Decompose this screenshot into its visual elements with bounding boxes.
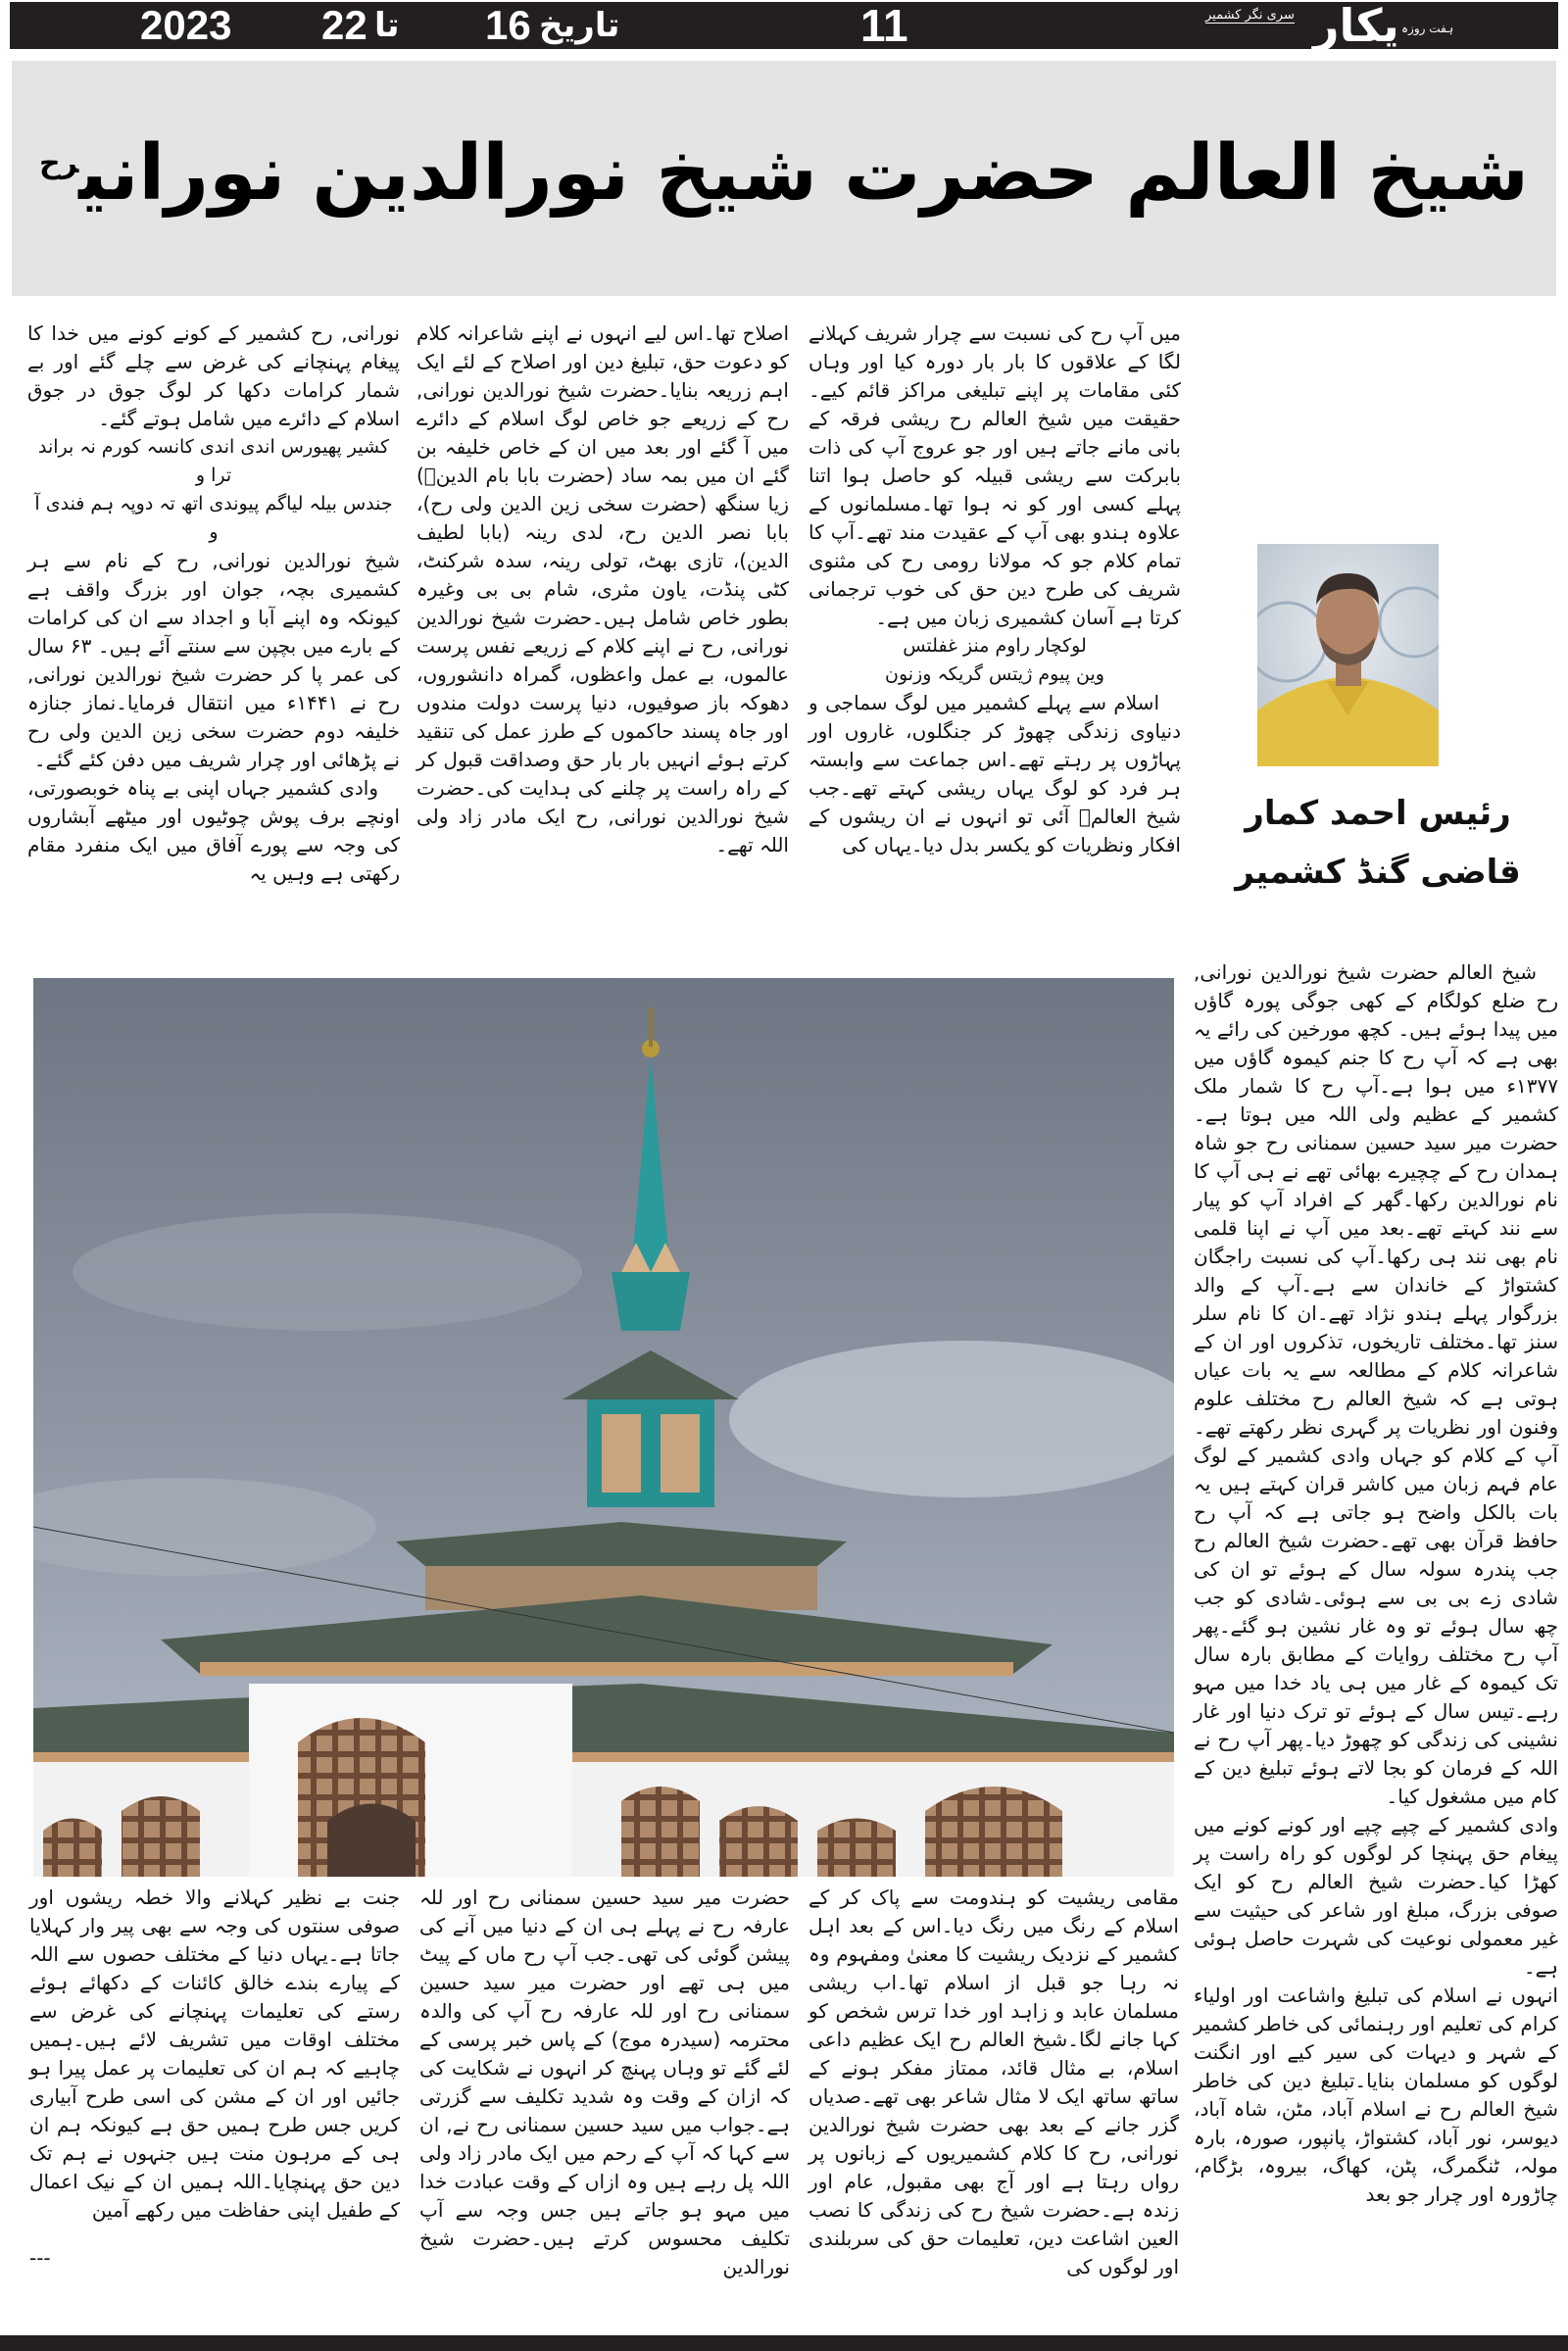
issue-date-from: 16	[485, 2, 531, 48]
paragraph: وادی کشمیر کے چپے چپے اور کونے کونے میں پیغام حق پہنچا کر لوگوں کو راہ راست پر کھڑا کیا۔حضرت شیخ العالم رح کو ایک صوفی بزرگ، مبلغ اور شاعر کی حیثیت سے غیر معمولی نوعیت کی شہرت حاصل ہوئی ہے۔	[1194, 1813, 1558, 1979]
page-number: 11	[860, 0, 908, 51]
headline-text: شیخ العالم حضرت شیخ نورالدین نورانی	[78, 129, 1529, 218]
poem-line: جندس بیلہ لیاگم پیوندی اتھ تہ دوپہ ہم فندی آ و	[34, 493, 393, 543]
article-column-lower-1	[808, 1884, 1179, 2281]
article-column-upper-3	[27, 319, 400, 888]
paragraph: انہوں نے اسلام کی تبلیغ واشاعت اور اولیاء کرام کی تعلیم اور رہنمائی کی خاطر کشمیر کے شہر و دیہات کی سیر کیے اور انگنت لوگوں کو مسلمان بنایا۔تبلیغ دین کی خاطر شیخ العالم رح نے اسلام آباد، مٹن، شاہ آباد، دیوسر، نور آباد، کشتواڑ، پانپور، صورہ، بارہ مولہ، ٹنگمرگ، پٹن، کھاگ، بیروہ، بڑگام، چاڑورہ اور چرار جو بعد	[1194, 1984, 1558, 2206]
author-location: قاضی گنڈ کشمیر	[1235, 853, 1521, 892]
paragraph: اصلاح تھا۔اس لیے انہوں نے اپنے شاعرانہ کلام کو دعوت حق، تبلیغ دین اور اصلاح کے لئے ایک اہم زریعہ بنایا۔حضرت شیخ نورالدین نورانی, رح کے زریعے جو خاص لوگ اسلام کے دائرے میں آ گئے اور بعد میں ان کے خاص خلیفہ بن گئے ان میں بمہ ساد (حضرت بابا بام الدینؒ) زیا سنگھ (حضرت سخی زین الدین ولی رح)، بابا نصر الدین رح، لدی رینہ (بابا لطیف الدین)، تازی بھٹ، تولی رینہ، سدہ شرکنٹ، کٹی پنڈت، یاون مثری، شام بی بی وغیرہ بطور خاص شامل ہیں۔حضرت شیخ نورالدین نورانی, رح نے اپنے کلام کے زریعے نفس پرست عالموں، بے عمل واعظوں، گمراہ دانشوروں، دھوکہ باز صوفیوں، دنیا پرست دولت مندوں اور جاہ پسند حاکموں کے طرز عمل کی تنقید کرتے ہوئے انہیں بار بار حق وصداقت قبول کر کے راہ راست پر چلنے کی ہدایت کی۔حضرت شیخ نورالدین نورانی, رح ایک مادر زاد ولی اللہ تھے۔	[416, 321, 789, 857]
logo-tagline: ہفت روزہ	[1401, 22, 1454, 35]
author-photo	[1257, 544, 1439, 766]
newspaper-logo	[1196, 0, 1529, 52]
paragraph: شیخ العالم حضرت شیخ نورالدین نورانی, رح ضلع کولگام کے کھی جوگی پورہ گاؤں میں پیدا ہوئے ہیں۔ کچھ مورخین کی رائے یہ بھی ہے کہ آپ رح کا جنم کیموہ گاؤں میں ۱۳۷۷ء میں ہوا ہے۔آپ رح کا شمار ملک کشمیر کے عظیم ولی اللہ میں ہوتا ہے۔حضرت میر سید حسین سمنانی رح جو شاہ ہمدان رح کے چچیرے بھائی تھے نے ہی آپ کا نام نورالدین رکھا۔گھر کے افراد آپ کو پیار سے نند کہتے تھے۔بعد میں آپ نے اپنا قلمی نام بھی نند ہی رکھا۔آپ کی نسبت راجگان کشتواڑ کے خاندان سے ہے۔آپ کے والد بزرگوار پہلے ہندو نژاد تھے۔ان کا نام سلر سنز تھا۔مختلف تاریخوں، تذکروں اور ان کے شاعرانہ کلام کے مطالعہ سے یہ بات عیاں ہوتی ہے کہ شیخ العالم رح مختلف علوم وفنون اور نظریات پر گہری نظر رکھتے تھے۔آپ کے کلام کو جہاں وادی کشمیر کے لوگ عام فہم زبان میں کاشر قران کہتے ہیں یہ بات بالکل واضح ہو جاتی ہے کہ آپ رح حافظ قرآن بھی تھے۔حضرت شیخ العالم رح جب پندرہ سولہ سال کے ہوئے تو ان کی شادی زے بی بی سے ہوئی۔شادی کو جب چھ سال ہوئے تو وہ غار نشین ہو گئے۔پھر آپ رح مختلف روایات کے مطابق بارہ سال تک کیموہ کے غار میں ہی یاد خدا میں مہو رہے۔تیس سال کے ہوئے تو ترک دنیا اور غار نشینی کی زندگی کو چھوڑ دیا۔پھر آپ رح نے اللہ کے فرمان کو بجا لاتے ہوئے تبلیغ دین کے کام میں مشغول کیا۔	[1194, 960, 1558, 1808]
poem-line: کشیر پھیورس اندی اندی کانسہ کورم نہ براند ترا و	[37, 436, 389, 486]
masthead-bar	[10, 0, 1558, 52]
poem-line: وین پیوم ژیتس گریکہ وزنون	[885, 663, 1104, 685]
paragraph: اسلام سے پہلے کشمیر میں لوگ سماجی و دنیاوی زندگی چھوڑ کر جنگلوں، غاروں اور پہاڑوں پر رہتے تھے۔اس جماعت سے وابستہ ہر فرد کو لوگ یہاں ریشی کہتے تھے۔جب شیخ العالمؒ آئی تو انہوں نے ان ریشوں کے افکار ونظریات کو یکسر بدل دیا۔یہاں کی	[808, 691, 1181, 857]
poem-line: لوکچار راوم منز غفلتس	[903, 635, 1087, 657]
issue-date-to: 22	[321, 2, 368, 48]
headline-honorific: رح	[39, 146, 79, 180]
paragraph: نورانی, رح کشمیر کے کونے کونے میں خدا کا پیغام پہنچانے کی غرض سے چلے گئے اور بے شمار کرامات دکھا کر لوگ جوق در جوق اسلام کے دائرے میں شامل ہوتے گئے۔	[27, 321, 400, 430]
footer-bar	[0, 2335, 1568, 2351]
paragraph: مقامی ریشیت کو ہندومت سے پاک کر کے اسلام کے رنگ میں رنگ دیا۔اس کے بعد اہل کشمیر کے نزدیک ریشیت کا معنیٰ ومفہوم وہ نہ رہا جو قبل از اسلام تھا۔اب ریشی مسلمان عابد و زاہد اور خدا ترس شخص کو کہا جانے لگا۔شیخ العالم رح ایک عظیم داعی اسلام، بے مثال قائد، ممتاز مفکر ہونے کے ساتھ ساتھ ایک لا مثال شاعر بھی تھے۔صدیاں گزر جانے کے بعد بھی حضرت شیخ نورالدین نورانی, رح کا کلام کشمیریوں کے زبانوں پر رواں رہتا ہے اور آج بھی مقبول, عام اور زندہ ہے۔حضرت شیخ رح کی زندگی کا نصب العین اشاعت دین، تعلیمات حق کی سربلندی اور لوگوں کی	[808, 1886, 1179, 2278]
headline	[31, 100, 1537, 247]
paragraph: وادی کشمیر جہاں اپنی بے پناہ خوبصورتی، اونچے برف پوش چوٹیوں اور میٹھے آبشاروں کی وجہ سے پورے آفاق میں ایک منفرد مقام رکھتی ہے وہیں یہ	[27, 776, 400, 885]
headline-box	[12, 61, 1556, 296]
shrine-photo	[33, 978, 1174, 1877]
paragraph: شیخ نورالدین نورانی, رح کے نام سے ہر کشمیری بچہ، جوان اور بزرگ واقف ہے کیونکہ وہ اپنے آبا و اجداد سے ان کی کرامات کے بارے میں بچپن سے سنتے آئے ہیں۔ ۶۳ سال کی عمر پا کر حضرت شیخ نورالدین نورانی, رح نے ۱۴۴۱ء میں انتقال فرمایا۔نماز جنازہ خلیفہ دوم حضرت سخی زین الدین ولی رح نے پڑھائی اور چرار شریف میں دفن کئے گئے۔	[27, 549, 400, 771]
issue-date-label: تاریخ	[539, 6, 620, 45]
end-mark: ---	[29, 2246, 51, 2270]
article-column-upper-1	[808, 319, 1181, 859]
issue-year: 2023	[140, 2, 232, 48]
article-column-lower-3	[29, 1884, 400, 2273]
paragraph: حضرت میر سید حسین سمنانی رح اور للہ عارفہ رح نے پہلے ہی ان کے دنیا میں آنے کی پیشن گوئی کی تھی۔جب آپ رح ماں کے پیٹ میں ہی تھے اور حضرت میر سید حسین سمنانی رح اور للہ عارفہ رح آپ کی والدہ محترمہ (سیدرہ موج) کے پاس خبر پرسی کے لئے گئے تو وہاں پہنچ کر انہوں نے شکایت کی کہ ازان کے وقت وہ شدید تکلیف سے گزرتی ہے۔جواب میں سید حسین سمنانی رح نے, ان سے کہا کہ آپ کے رحم میں ایک مادر زاد ولی اللہ پل رہے ہیں وہ ازاں کے وقت عبادت خدا میں مہو ہو جاتے ہیں جس وجہ سے آپ تکلیف محسوس کرتے ہیں۔حضرت شیخ نورالدین	[419, 1886, 790, 2278]
article-column-right	[1194, 958, 1558, 2209]
paragraph: جنت بے نظیر کہلانے والا خطہ ریشوں اور صوفی سنتوں کی وجہ سے بھی پیر وار کہلایا جاتا ہے۔یہاں دنیا کے مختلف حصوں سے اللہ کے پیارے بندے خالق کائنات کے دکھائے ہوئے رستے کی تعلیمات پہنچانے کی غرض سے مختلف اوقات میں تشریف لائے ہیں۔ہمیں چاہیے کہ ہم ان کی تعلیمات پر عمل پیرا ہو جائیں اور ان کے مشن کی اسی طرح آبیاری کریں جس طرح ہمیں حق ہے کیونکہ ہم ان ہی کے مرہون منت ہیں جنہوں نے ہم تک دین حق پہنچایا۔اللہ ہمیں ان کے نیک اعمال کے طفیل اپنی حفاظت میں رکھے آمین	[29, 1886, 400, 2222]
article-column-upper-2	[416, 319, 789, 859]
author-name: رئیس احمد کمار	[1245, 794, 1511, 833]
article-column-lower-2	[419, 1884, 790, 2281]
paragraph: میں آپ رح کی نسبت سے چرار شریف کہلانے لگا کے علاقوں کا بار بار دورہ کیا اور وہاں کئی مقامات پر اپنے تبلیغی مراکز قائم کیے۔حقیقت میں شیخ العالم رح ریشی فرقہ کے بانی مانے جاتے ہیں اور جو عروج آپ کی ذات بابرکت سے ریشی قبیلہ کو حاصل ہوا اتنا پہلے کسی اور کو نہ ہوا تھا۔مسلمانوں کے علاوہ ہندو بھی آپ کے عقیدت مند تھے۔آپ کا تمام کلام جو کہ مولانا رومی رح کی مثنوی شریف کی طرح دین حق کی خوب ترجمانی کرتا ہے آسان کشمیری زبان میں ہے۔	[808, 321, 1181, 629]
issue-date-to-label: تا	[374, 6, 400, 45]
logo-name: پکار	[1313, 0, 1399, 52]
author-byline	[1198, 784, 1558, 902]
logo-city: سری نگر کشمیر	[1205, 8, 1295, 23]
